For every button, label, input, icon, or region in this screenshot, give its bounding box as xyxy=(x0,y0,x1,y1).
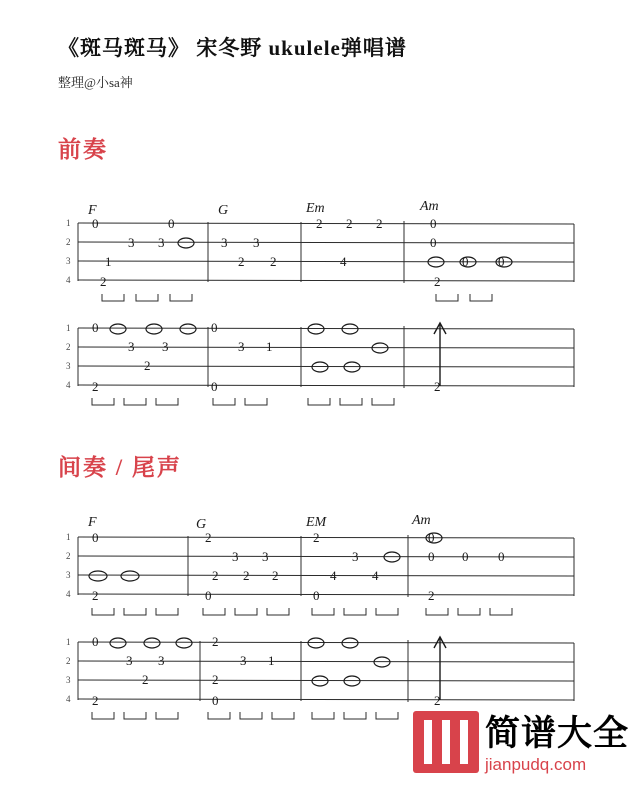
tab-staff-intro-2 xyxy=(58,310,578,420)
svg-text:0: 0 xyxy=(92,216,99,231)
svg-text:3: 3 xyxy=(158,235,165,250)
svg-text:4: 4 xyxy=(66,275,71,285)
svg-text:3: 3 xyxy=(66,675,71,685)
svg-text:2: 2 xyxy=(272,568,279,583)
svg-text:3: 3 xyxy=(253,235,260,250)
logo-title-cn: 简谱大全 xyxy=(484,714,629,753)
svg-text:3: 3 xyxy=(240,653,247,668)
site-logo xyxy=(413,711,629,773)
svg-text:4: 4 xyxy=(66,589,71,599)
svg-text:0: 0 xyxy=(430,235,437,250)
svg-text:2: 2 xyxy=(212,568,219,583)
svg-text:4: 4 xyxy=(66,694,71,704)
svg-text:2: 2 xyxy=(144,358,151,373)
svg-text:2: 2 xyxy=(212,672,219,687)
svg-text:2: 2 xyxy=(313,530,320,545)
svg-text:3: 3 xyxy=(126,653,133,668)
svg-text:0: 0 xyxy=(498,254,505,269)
svg-text:2: 2 xyxy=(142,672,149,687)
svg-text:1: 1 xyxy=(66,532,71,542)
svg-text:2: 2 xyxy=(66,342,71,352)
section-heading-intro: 前奏 xyxy=(58,137,108,162)
svg-text:Am: Am xyxy=(412,513,431,528)
svg-text:2: 2 xyxy=(205,530,212,545)
svg-text:F: F xyxy=(88,515,97,530)
svg-text:0: 0 xyxy=(212,693,219,708)
svg-text:3: 3 xyxy=(66,361,71,371)
svg-text:0: 0 xyxy=(205,588,212,603)
svg-text:2: 2 xyxy=(270,254,277,269)
svg-text:2: 2 xyxy=(346,216,353,231)
svg-text:2: 2 xyxy=(100,274,107,289)
svg-text:2: 2 xyxy=(434,379,441,394)
svg-text:1: 1 xyxy=(268,653,275,668)
svg-text:2: 2 xyxy=(316,216,323,231)
svg-text:4: 4 xyxy=(372,568,379,583)
svg-text:0: 0 xyxy=(92,634,99,649)
svg-text:0: 0 xyxy=(430,216,437,231)
svg-text:3: 3 xyxy=(232,549,239,564)
tab-staff-interlude-1 xyxy=(58,512,578,627)
svg-text:0: 0 xyxy=(92,530,99,545)
tab-system-intro-2 xyxy=(58,310,578,420)
piano-keys-icon xyxy=(413,711,479,773)
page-subtitle: 整理@小sa神 xyxy=(58,75,133,90)
svg-text:1: 1 xyxy=(66,323,71,333)
svg-text:2: 2 xyxy=(92,379,99,394)
svg-text:0: 0 xyxy=(168,216,175,231)
page-title: 《斑马斑马》 宋冬野 ukulele弹唱谱 xyxy=(58,36,407,60)
svg-text:4: 4 xyxy=(330,568,337,583)
logo-text xyxy=(485,716,629,773)
svg-text:G: G xyxy=(218,203,229,218)
svg-text:0: 0 xyxy=(428,549,435,564)
section-heading-interlude: 间奏 / 尾声 xyxy=(58,455,182,480)
svg-text:0: 0 xyxy=(428,530,435,545)
svg-text:3: 3 xyxy=(66,570,71,580)
svg-text:3: 3 xyxy=(352,549,359,564)
svg-text:0: 0 xyxy=(462,549,469,564)
tab-system-intro-1 xyxy=(58,198,578,313)
svg-text:3: 3 xyxy=(66,256,71,266)
svg-text:1: 1 xyxy=(266,339,273,354)
svg-text:Am: Am xyxy=(420,199,439,214)
svg-text:0: 0 xyxy=(211,379,218,394)
svg-text:2: 2 xyxy=(92,693,99,708)
svg-text:Em: Em xyxy=(306,201,325,216)
svg-text:2: 2 xyxy=(66,551,71,561)
svg-text:0: 0 xyxy=(498,549,505,564)
svg-text:2: 2 xyxy=(434,693,441,708)
svg-text:3: 3 xyxy=(262,549,269,564)
svg-text:1: 1 xyxy=(66,218,71,228)
svg-text:3: 3 xyxy=(162,339,169,354)
svg-text:2: 2 xyxy=(376,216,383,231)
svg-text:1: 1 xyxy=(66,637,71,647)
svg-text:2: 2 xyxy=(66,237,71,247)
svg-text:0: 0 xyxy=(313,588,320,603)
svg-text:2: 2 xyxy=(238,254,245,269)
svg-text:2: 2 xyxy=(434,274,441,289)
svg-text:2: 2 xyxy=(243,568,250,583)
svg-text:3: 3 xyxy=(128,235,135,250)
svg-text:0: 0 xyxy=(92,320,99,335)
svg-text:4: 4 xyxy=(340,254,347,269)
svg-text:2: 2 xyxy=(428,588,435,603)
svg-text:3: 3 xyxy=(128,339,135,354)
tab-system-interlude-1 xyxy=(58,512,578,627)
svg-text:2: 2 xyxy=(66,656,71,666)
svg-text:0: 0 xyxy=(462,254,469,269)
logo-url: jianpudq.com xyxy=(484,755,587,774)
svg-text:4: 4 xyxy=(66,380,71,390)
svg-text:F: F xyxy=(88,203,97,218)
svg-text:3: 3 xyxy=(238,339,245,354)
svg-text:EM: EM xyxy=(306,515,327,530)
svg-text:0: 0 xyxy=(211,320,218,335)
svg-text:G: G xyxy=(196,517,207,532)
svg-text:3: 3 xyxy=(158,653,165,668)
svg-text:1: 1 xyxy=(105,254,112,269)
svg-text:2: 2 xyxy=(92,588,99,603)
svg-text:2: 2 xyxy=(212,634,219,649)
tab-staff-intro-1 xyxy=(58,198,578,313)
svg-text:3: 3 xyxy=(221,235,228,250)
